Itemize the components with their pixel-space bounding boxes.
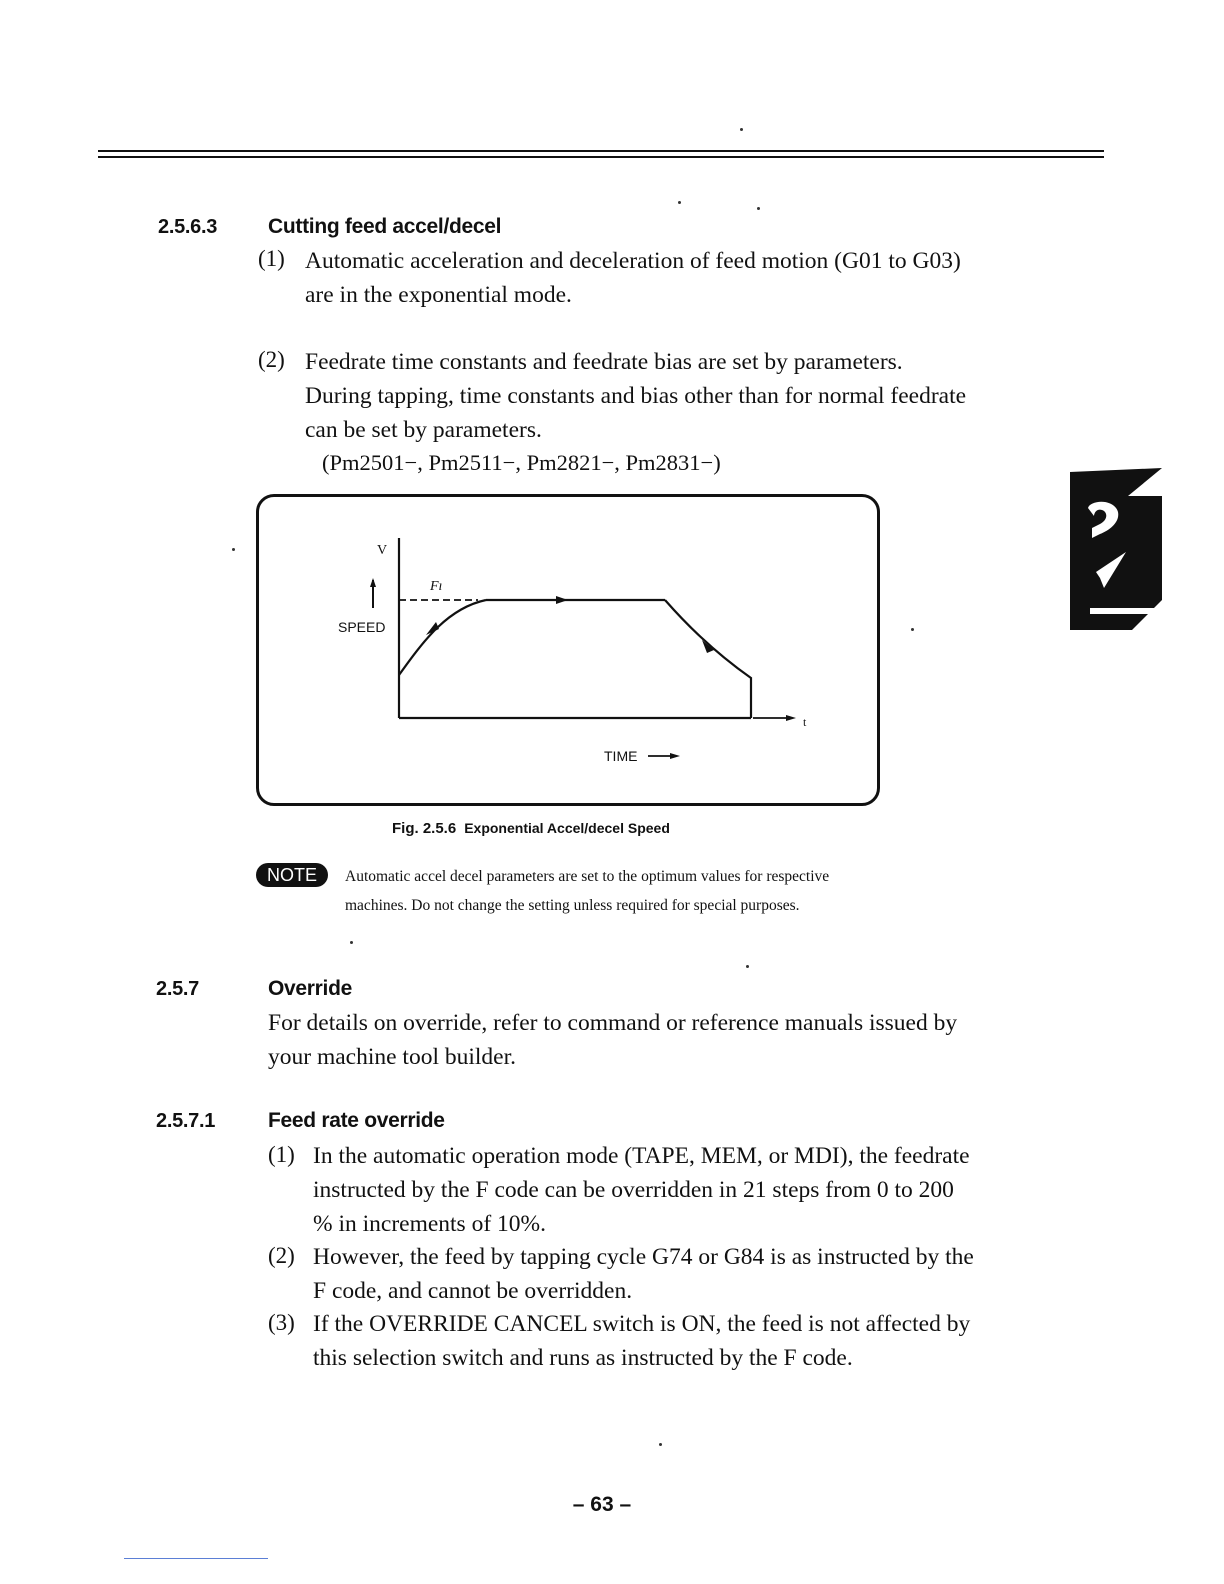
section-number: 2.5.7.1	[156, 1110, 216, 1132]
item-number: (2)	[268, 1243, 295, 1268]
scan-speck	[659, 1443, 662, 1446]
deceleration-curve	[665, 600, 751, 718]
footer-link-line	[124, 1558, 268, 1559]
constant-arrow	[556, 596, 568, 604]
text-line: machines. Do not change the setting unless required for special purposes.	[345, 897, 800, 914]
text-line: can be set by parameters.	[305, 417, 542, 443]
speed-arrow-head	[370, 578, 376, 587]
item-number: (3)	[268, 1310, 295, 1335]
chapter-tab-icon	[1070, 468, 1162, 630]
page-number: – 63 –	[572, 1493, 632, 1516]
text-line: In the automatic operation mode (TAPE, MEM, or MDI), the feedrate	[313, 1143, 970, 1169]
section-body	[268, 1006, 1052, 1074]
text-line: instructed by the F code can be overridden in 21 steps from 0 to 200	[313, 1177, 954, 1203]
acceleration-curve	[399, 600, 486, 675]
item-text	[305, 244, 1053, 312]
item-number: (2)	[258, 347, 285, 372]
text-line: this selection switch and runs as instructed by the F code.	[313, 1345, 853, 1371]
time-arrow-head	[670, 753, 680, 759]
text-line: For details on override, refer to command or reference manuals issued by	[268, 1010, 958, 1036]
section-title: Feed rate override	[268, 1109, 445, 1132]
header-rule-bottom	[98, 156, 1104, 158]
t-label: t	[803, 715, 807, 729]
f-label: Fı	[430, 579, 443, 594]
v-label: V	[377, 543, 388, 558]
scan-speck	[232, 548, 235, 551]
speed-label: SPEED	[338, 619, 386, 635]
scan-speck	[746, 965, 749, 968]
item-text	[305, 345, 1053, 447]
speed-time-diagram	[256, 494, 880, 806]
scan-speck	[757, 207, 760, 210]
text-line: However, the feed by tapping cycle G74 or G84 is as instructed by the	[313, 1244, 974, 1270]
section-title: Override	[268, 977, 352, 1000]
note-text	[345, 862, 1005, 920]
text-line: are in the exponential mode.	[305, 282, 572, 308]
text-line: % in increments of 10%.	[313, 1211, 546, 1237]
text-line: Automatic accel decel parameters are set to the optimum values for respective	[345, 868, 830, 885]
item-text	[313, 1240, 1053, 1308]
figure-caption	[392, 820, 670, 837]
scan-speck	[678, 201, 681, 204]
caption-number: Fig. 2.5.6	[392, 820, 457, 837]
item-number: (1)	[258, 246, 285, 271]
time-label: TIME	[604, 748, 638, 764]
text-line: your machine tool builder.	[268, 1044, 517, 1070]
section-number: 2.5.6.3	[158, 216, 218, 238]
scan-speck	[911, 628, 914, 631]
caption-text: Exponential Accel/decel Speed	[464, 820, 670, 836]
text-line: If the OVERRIDE CANCEL switch is ON, the feed is not affected by	[313, 1311, 971, 1337]
t-arrow-head	[786, 715, 796, 721]
item-number: (1)	[268, 1142, 295, 1167]
section-number: 2.5.7	[156, 978, 199, 1000]
text-line: F code, and cannot be overridden.	[313, 1278, 633, 1304]
header-rule-top	[98, 150, 1104, 152]
scan-speck	[740, 128, 743, 131]
item-text	[313, 1139, 1053, 1241]
text-line: Automatic acceleration and deceleration of feed motion (G01 to G03)	[305, 248, 961, 274]
text-line: During tapping, time constants and bias other than for normal feedrate	[305, 383, 967, 409]
section-title: Cutting feed accel/decel	[268, 215, 502, 238]
parameter-list: (Pm2501−, Pm2511−, Pm2821−, Pm2831−)	[322, 450, 721, 475]
scan-speck	[350, 941, 353, 944]
item-text	[313, 1307, 1053, 1375]
note-badge: NOTE	[256, 863, 328, 887]
text-line: Feedrate time constants and feedrate bias are set by parameters.	[305, 349, 903, 375]
